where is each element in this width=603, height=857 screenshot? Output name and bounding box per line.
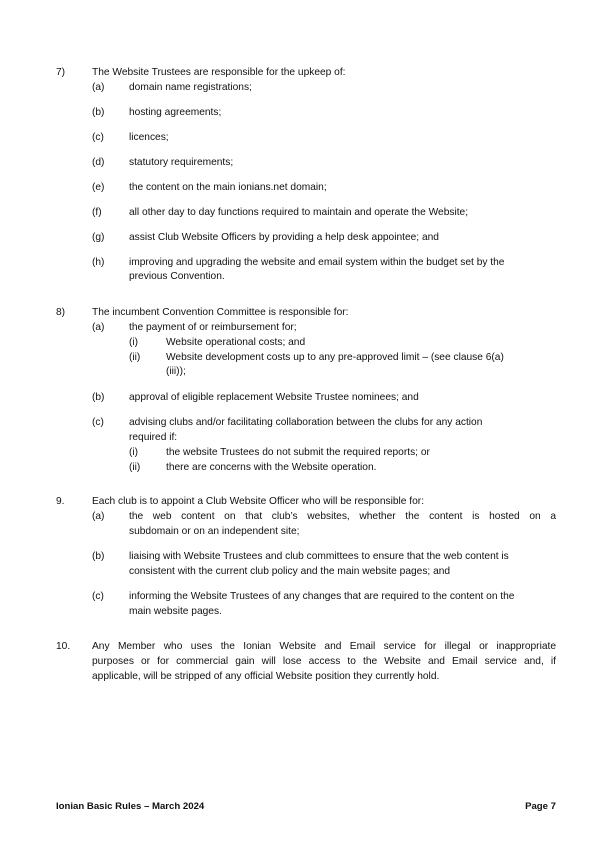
item-label: (a) xyxy=(92,82,105,93)
item-text: the payment of or reimbursement for; xyxy=(129,322,297,333)
clause-text: purposes or for commercial gain will lose access to the Website and Email service and, if xyxy=(92,656,556,667)
item-text: previous Convention. xyxy=(129,271,225,282)
subitem-label: (i) xyxy=(129,447,139,458)
subitem-text: (iii)); xyxy=(166,366,186,377)
subitem-text: there are concerns with the Website operation. xyxy=(166,462,377,473)
item-text: licences; xyxy=(129,132,169,143)
item-text: domain name registrations; xyxy=(129,82,252,93)
item-text: statutory requirements; xyxy=(129,157,234,168)
clause-intro: Each club is to appoint a Club Website Officer who will be responsible for: xyxy=(92,496,425,507)
item-label: (a) xyxy=(92,511,105,522)
item-text: approval of eligible replacement Website Trustee nominees; and xyxy=(129,392,419,403)
clause-text: Any Member who uses the Ionian Website and Email service for illegal or inappropriate xyxy=(92,641,556,652)
item-label: (d) xyxy=(92,157,105,168)
subitem-text: Website operational costs; and xyxy=(166,337,306,348)
footer-page-number: Page 7 xyxy=(525,801,556,812)
item-text: liaising with Website Trustees and club committees to ensure that the web content is xyxy=(129,551,509,562)
subitem-label: (ii) xyxy=(129,352,141,363)
subitem-label: (ii) xyxy=(129,462,141,473)
item-label: (b) xyxy=(92,107,105,118)
clause-number: 10. xyxy=(56,641,71,652)
item-text: required if: xyxy=(129,432,178,443)
item-label: (f) xyxy=(92,207,102,218)
item-text: informing the Website Trustees of any changes that are required to the content on the xyxy=(129,591,515,602)
item-text: all other day to day functions required to maintain and operate the Website; xyxy=(129,207,469,218)
subitem-label: (i) xyxy=(129,337,139,348)
item-text: consistent with the current club policy and the main website pages; and xyxy=(129,566,451,577)
clause-intro: The Website Trustees are responsible for the upkeep of: xyxy=(92,67,346,78)
item-label: (b) xyxy=(92,392,105,403)
item-label: (c) xyxy=(92,417,104,428)
item-text: the web content on that club’s websites, whether the content is hosted on a xyxy=(129,511,556,522)
item-text: assist Club Website Officers by providing a help desk appointee; and xyxy=(129,232,439,243)
item-text: main website pages. xyxy=(129,606,222,617)
clause-text: applicable, will be stripped of any official Website position they currently hold. xyxy=(92,671,440,682)
item-text: the content on the main ionians.net domain; xyxy=(129,182,327,193)
subitem-text: the website Trustees do not submit the required reports; or xyxy=(166,447,430,458)
clause-number: 8) xyxy=(56,307,66,318)
item-label: (c) xyxy=(92,132,104,143)
item-text: advising clubs and/or facilitating collaboration between the clubs for any action xyxy=(129,417,483,428)
item-text: hosting agreements; xyxy=(129,107,222,118)
footer-title: Ionian Basic Rules – March 2024 xyxy=(56,801,205,812)
clause-intro: The incumbent Convention Committee is responsible for: xyxy=(92,307,349,318)
item-text: subdomain or on an independent site; xyxy=(129,526,300,537)
item-label: (h) xyxy=(92,257,105,268)
item-label: (g) xyxy=(92,232,105,243)
item-label: (c) xyxy=(92,591,104,602)
subitem-text: Website development costs up to any pre-approved limit – (see clause 6(a) xyxy=(166,352,504,363)
item-label: (b) xyxy=(92,551,105,562)
item-label: (e) xyxy=(92,182,105,193)
item-label: (a) xyxy=(92,322,105,333)
clause-number: 7) xyxy=(56,67,66,78)
item-text: improving and upgrading the website and email system within the budget set by the xyxy=(129,257,505,268)
clause-number: 9. xyxy=(56,496,65,507)
